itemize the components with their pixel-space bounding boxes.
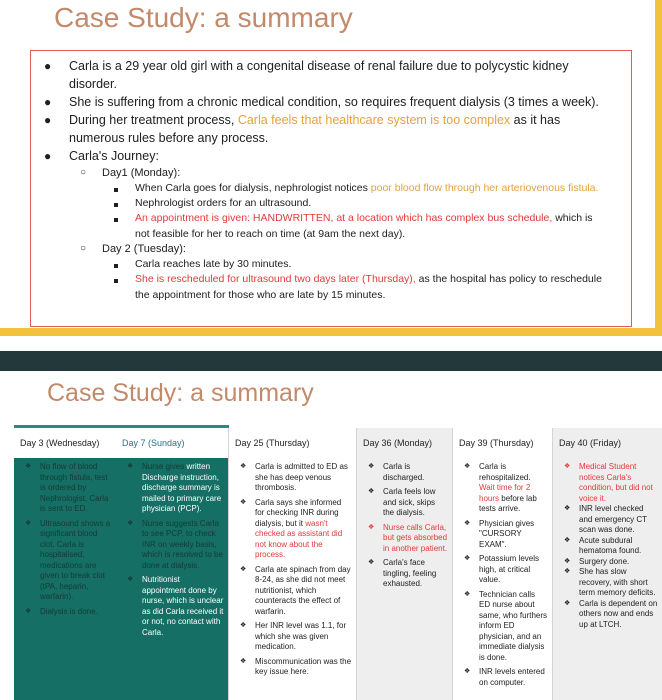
column-header: Day 36 (Monday) xyxy=(357,428,452,458)
diamond-bullet-icon: ❖ xyxy=(240,498,247,506)
day-1-item-1-highlight: poor blood flow through her arteriovenous fistula. xyxy=(370,182,599,194)
diamond-bullet-icon: ❖ xyxy=(464,463,471,470)
diamond-bullet-icon: ❖ xyxy=(240,463,247,470)
column-body xyxy=(116,458,228,700)
bullet-3-text: During her treatment process, xyxy=(69,113,238,127)
diamond-bullet-icon: ❖ xyxy=(368,559,375,566)
day-1-item-3-text: which is xyxy=(552,212,593,224)
day-1-item-3 xyxy=(135,210,593,227)
bullet-1-line-1: Carla is a 29 year old girl with a congenital disease of renal failure due to polycystic kidney xyxy=(69,59,569,73)
list-item-text: Her INR level was 1.1, for which she was given medication. xyxy=(255,621,347,651)
list-item xyxy=(229,462,356,494)
list-item-text: Potassium levels high, at critical value. xyxy=(479,554,540,584)
list-item-text: She has slow recovery, with short term memory deficits. xyxy=(579,567,656,597)
diamond-bullet-icon: ❖ xyxy=(564,568,571,575)
timeline-column-day-40 xyxy=(552,428,662,700)
column-body xyxy=(553,458,662,700)
list-item xyxy=(453,462,552,515)
day-2-item-2 xyxy=(135,271,602,288)
diamond-bullet-icon: ❖ xyxy=(127,576,134,583)
list-item xyxy=(14,607,116,618)
list-item xyxy=(553,504,662,536)
square-bullet-icon xyxy=(114,264,118,268)
list-item xyxy=(453,554,552,586)
slide-1-title: Case Study: a summary xyxy=(54,2,353,33)
list-item-text: Physician gives "CURSORY EXAM". xyxy=(479,518,535,549)
list-item-text: No flow of blood through fistula, test is ordered by Nephrologist, Carla is sent to ED. xyxy=(40,462,109,513)
list-item xyxy=(229,621,356,653)
list-item-highlight: written xyxy=(186,462,211,471)
column-header: Day 25 (Thursday) xyxy=(229,428,356,458)
timeline-column-day-7 xyxy=(116,428,228,700)
list-item-text: Technician calls ED nurse about same, who furthers inform ED physician, and an immediate dialysis is done. xyxy=(479,589,548,662)
list-item xyxy=(553,567,662,599)
column-header: Day 3 (Wednesday) xyxy=(14,428,116,458)
list-item-text: Nurse gives xyxy=(142,462,187,471)
day-1-item-2: Nephrologist orders for an ultrasound. xyxy=(135,197,312,209)
diamond-bullet-icon: ❖ xyxy=(564,536,571,544)
column-body xyxy=(357,458,452,700)
bullet-3-highlight: Carla feels that healthcare system is too complex xyxy=(237,113,511,127)
diamond-bullet-icon: ❖ xyxy=(240,657,247,665)
diamond-bullet-icon: ❖ xyxy=(25,463,32,470)
slide-2-title: Case Study: a summary xyxy=(47,379,314,407)
diamond-bullet-icon: ❖ xyxy=(564,557,571,565)
diamond-bullet-icon: ❖ xyxy=(464,519,471,527)
day-2-item-2-line-2: the appointment for those who are late by 15 minutes. xyxy=(135,289,386,301)
timeline-column-day-25 xyxy=(228,428,356,700)
diamond-bullet-icon: ❖ xyxy=(564,505,571,512)
list-item-text: Miscommunication was the key issue here. xyxy=(255,656,352,676)
list-item-text: Nutritionist appointment done by nurse, which is unclear as did Carla received it or not, no contact with Carla. xyxy=(142,575,224,637)
slide-2 xyxy=(0,351,662,700)
circle-bullet-icon: ○ xyxy=(80,167,87,178)
list-item xyxy=(357,558,452,590)
bullet-dot-icon: ● xyxy=(44,149,52,163)
bullet-dot-icon: ● xyxy=(44,95,52,109)
square-bullet-icon xyxy=(114,203,118,207)
list-item-text: Ultrasound shows a significant blood clot. Carla is hospitalised, medications are given to break clot (tPA, heparin, warfarin). xyxy=(40,518,111,601)
list-item xyxy=(229,498,356,561)
list-item-text: Carla ate spinach from day 8-24, as she did not meet nutritionist, which counteracts the effect of warfarin. xyxy=(255,564,351,616)
list-item xyxy=(116,575,228,638)
diamond-bullet-icon: ❖ xyxy=(564,599,571,607)
slide-2-top-bar xyxy=(0,351,662,371)
column-header: Day 40 (Friday) xyxy=(553,428,662,458)
slide-edge-accent xyxy=(655,0,662,336)
list-item xyxy=(116,462,228,515)
list-item-text: Carla's face tingling, feeling exhausted. xyxy=(383,558,437,588)
column-body xyxy=(229,458,356,700)
square-bullet-icon xyxy=(114,218,118,222)
list-item-text: Surgery done. xyxy=(579,556,630,566)
list-item-text: Carla feels low and sick, skips the dialysis. xyxy=(383,487,436,517)
square-bullet-icon xyxy=(114,188,118,192)
list-item xyxy=(14,519,116,603)
day-2-item-2-text: as the hospital has policy to reschedule xyxy=(415,273,602,285)
list-item xyxy=(553,536,662,557)
diamond-bullet-icon: ❖ xyxy=(368,463,375,470)
column-header: Day 39 (Thursday) xyxy=(453,428,552,458)
slide-gap xyxy=(0,336,662,351)
list-item xyxy=(553,599,662,631)
bullet-3-line-2: numerous rules before any process. xyxy=(69,131,269,145)
list-item-highlight: wasn't checked as assistant did not know about the process. xyxy=(255,518,343,559)
list-item-highlight: Wait time for 2 hours xyxy=(479,483,531,503)
day-1-item-3-highlight: An appointment is given: HANDWRITTEN, at a location which has complex bus schedule, xyxy=(135,212,553,224)
list-item xyxy=(553,557,662,568)
list-item xyxy=(453,590,552,664)
list-item xyxy=(229,657,356,678)
list-item xyxy=(357,523,452,555)
list-item-text: INR level checked and emergency CT scan was done. xyxy=(579,504,647,534)
list-item-text: INR levels entered on computer. xyxy=(479,667,545,687)
bullet-dot-icon: ● xyxy=(44,59,52,73)
circle-bullet-icon: ○ xyxy=(80,243,87,254)
list-item xyxy=(553,462,662,504)
list-item xyxy=(229,565,356,618)
bullet-dot-icon: ● xyxy=(44,113,52,127)
day-2-heading: Day 2 (Tuesday): xyxy=(102,243,186,255)
diamond-bullet-icon: ❖ xyxy=(127,463,134,470)
diamond-bullet-icon: ❖ xyxy=(127,519,134,527)
list-item xyxy=(357,462,452,483)
day-2-item-1: Carla reaches late by 30 minutes. xyxy=(135,258,292,270)
diamond-bullet-icon: ❖ xyxy=(464,555,471,562)
timeline-column-day-39 xyxy=(452,428,552,700)
column-body xyxy=(14,458,116,700)
column-header: Day 7 (Sunday) xyxy=(116,428,228,458)
slide-bottom-accent xyxy=(0,328,662,336)
timeline-column-day-3 xyxy=(14,428,116,700)
list-item-text: Carla is admitted to ED as she has deep venous thrombosis. xyxy=(255,462,348,492)
day-1-item-3-line-2: not feasible for her to reach on time (at 9am the next day). xyxy=(135,228,406,240)
day-1-item-1-text: When Carla goes for dialysis, nephrologist notices xyxy=(135,182,371,194)
list-item xyxy=(14,462,116,515)
list-item-text: Discharge instruction, discharge summary is mailed to primary care physician (PCP). xyxy=(142,472,222,513)
list-item-highlight: Medical Student notices Carla's condition, but did not voice it. xyxy=(579,462,653,503)
day-1-heading: Day1 (Monday): xyxy=(102,167,181,179)
list-item-text: before lab tests arrive. xyxy=(479,493,537,513)
bullet-3-line-1 xyxy=(69,112,560,129)
timeline-column-day-36 xyxy=(356,428,452,700)
slide-1 xyxy=(0,0,662,336)
bullet-3-text-end: as it has xyxy=(510,113,561,127)
list-item-text: Carla is rehospitalized. xyxy=(479,462,531,482)
square-bullet-icon xyxy=(114,279,118,283)
list-item-highlight: Nurse calls Carla, but gets absorbed in another patient. xyxy=(383,522,448,553)
list-item-text: Dialysis is done. xyxy=(40,606,98,616)
diamond-bullet-icon: ❖ xyxy=(464,668,471,675)
journey-heading: Carla's Journey: xyxy=(69,149,159,163)
list-item xyxy=(116,519,228,572)
list-item xyxy=(453,519,552,551)
diamond-bullet-icon: ❖ xyxy=(240,622,247,629)
list-item-text: Acute subdural hematoma found. xyxy=(579,535,642,555)
column-body xyxy=(453,458,552,700)
diamond-bullet-icon: ❖ xyxy=(564,463,571,470)
diamond-bullet-icon: ❖ xyxy=(464,590,471,598)
diamond-bullet-icon: ❖ xyxy=(240,565,247,573)
bullet-2: She is suffering from a chronic medical condition, so requires frequent dialysis (3 times a week). xyxy=(69,95,599,109)
diamond-bullet-icon: ❖ xyxy=(25,519,32,527)
diamond-bullet-icon: ❖ xyxy=(368,488,375,495)
list-item-text: Carla is dependent on others now and ends up at LTCH. xyxy=(579,598,658,629)
list-item-text: Carla says she informed for checking INR during dialysis, but it xyxy=(255,497,342,528)
list-item xyxy=(357,487,452,519)
list-item xyxy=(453,667,552,688)
list-item-text: Carla is discharged. xyxy=(383,462,425,482)
day-2-item-2-highlight: She is rescheduled for ultrasound two days later (Thursday), xyxy=(135,273,416,285)
bullet-1-line-2: disorder. xyxy=(69,77,117,91)
diamond-bullet-icon: ❖ xyxy=(368,523,375,531)
list-item-text: Nurse suggests Carla to see PCP, to check INR on weekly basis, which is resolved to be done at dialysis. xyxy=(142,518,223,570)
diamond-bullet-icon: ❖ xyxy=(25,607,32,615)
